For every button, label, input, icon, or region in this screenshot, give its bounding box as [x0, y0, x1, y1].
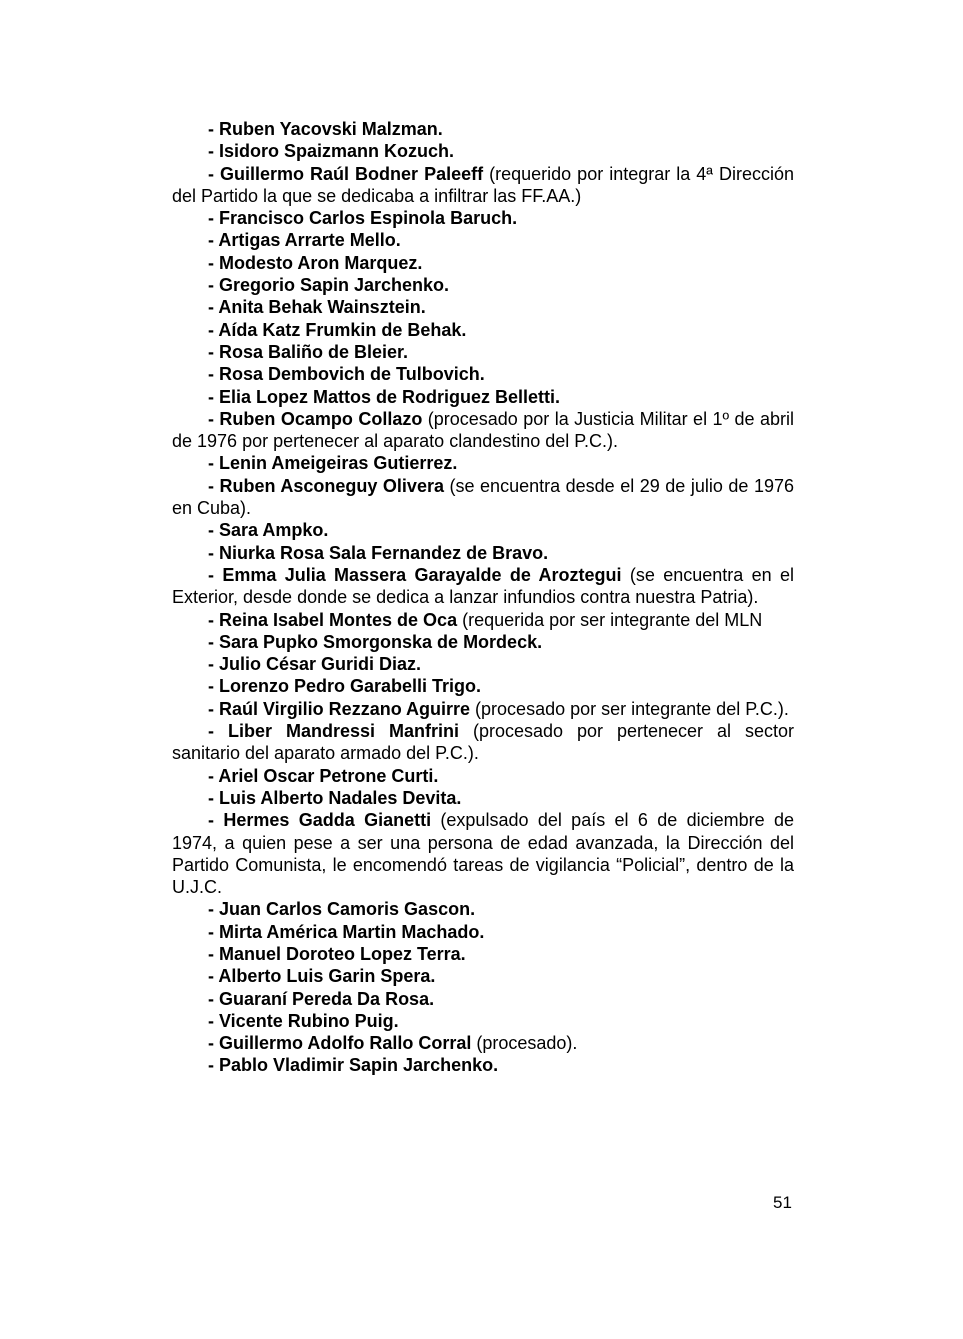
page-number: 51: [773, 1193, 792, 1212]
person-name: - Julio César Guridi Diaz.: [208, 654, 422, 675]
list-item: [172, 296, 794, 318]
list-item: [172, 609, 794, 631]
list-item: [172, 452, 794, 474]
person-name: - Guaraní Pereda Da Rosa.: [208, 988, 435, 1009]
name-list: [172, 118, 794, 1077]
list-item: [172, 542, 794, 564]
list-item: [172, 787, 794, 809]
list-item: [172, 519, 794, 541]
list-item: [172, 943, 794, 965]
person-name: - Alberto Luis Garin Spera.: [208, 966, 436, 987]
person-name: - Raúl Virgilio Rezzano Aguirre: [208, 698, 471, 719]
list-item: [172, 675, 794, 697]
person-name: - Liber Mandressi Manfrini: [208, 721, 459, 742]
list-item: [172, 363, 794, 385]
person-name: - Sara Pupko Smorgonska de Mordeck.: [208, 631, 543, 652]
person-name: - Gregorio Sapin Jarchenko.: [208, 275, 450, 296]
list-item: [172, 898, 794, 920]
person-name: - Guillermo Adolfo Rallo Corral: [208, 1033, 472, 1054]
person-name: - Hermes Gadda Gianetti: [208, 810, 432, 831]
person-name: - Isidoro Spaizmann Kozuch.: [208, 141, 455, 162]
person-name: - Mirta América Martin Machado.: [208, 921, 485, 942]
list-item: [172, 1010, 794, 1032]
person-name: - Juan Carlos Camoris Gascon.: [208, 899, 476, 920]
list-item: [172, 564, 794, 609]
list-item: [172, 207, 794, 229]
list-item: [172, 274, 794, 296]
list-item: [172, 140, 794, 162]
person-note: (procesado).: [471, 1033, 578, 1054]
person-name: - Manuel Doroteo Lopez Terra.: [208, 943, 466, 964]
list-item: [172, 163, 794, 208]
list-item: [172, 252, 794, 274]
person-name: - Emma Julia Massera Garayalde de Aroztegui: [208, 564, 622, 585]
person-name: - Ruben Ocampo Collazo: [208, 408, 423, 429]
person-name: - Vicente Rubino Puig.: [208, 1010, 399, 1031]
person-name: - Pablo Vladimir Sapin Jarchenko.: [208, 1055, 499, 1076]
person-name: - Francisco Carlos Espinola Baruch.: [208, 208, 518, 229]
person-name: - Anita Behak Wainsztein.: [208, 297, 426, 318]
list-item: [172, 631, 794, 653]
person-name: - Rosa Baliño de Bleier.: [208, 341, 409, 362]
list-item: [172, 118, 794, 140]
list-item: [172, 965, 794, 987]
list-item: [172, 319, 794, 341]
person-name: - Lenin Ameigeiras Gutierrez.: [208, 453, 458, 474]
person-name: - Guillermo Raúl Bodner Paleeff: [208, 163, 484, 184]
list-item: [172, 1054, 794, 1076]
list-item: [172, 386, 794, 408]
person-name: - Modesto Aron Marquez.: [208, 252, 423, 273]
list-item: [172, 921, 794, 943]
person-name: - Lorenzo Pedro Garabelli Trigo.: [208, 676, 482, 697]
list-item: [172, 988, 794, 1010]
person-name: - Aída Katz Frumkin de Behak.: [208, 319, 467, 340]
person-note: (se encuentra en el Exterior, desde donde se dedica a lanzar infundios contra nuestra Patria).: [172, 564, 794, 608]
person-note: (procesado por ser integrante del P.C.).: [470, 698, 789, 719]
person-name: - Reina Isabel Montes de Oca: [208, 609, 458, 630]
list-item: [172, 1032, 794, 1054]
person-name: - Rosa Dembovich de Tulbovich.: [208, 364, 485, 385]
person-name: - Elia Lopez Mattos de Rodriguez Belletti.: [208, 386, 561, 407]
person-note: (se encuentra desde el 29 de julio de 1976 en Cuba).: [172, 475, 794, 519]
list-item: [172, 809, 794, 898]
list-item: [172, 765, 794, 787]
person-note: (procesado por pertenecer al sector sanitario del aparato armado del P.C.).: [172, 721, 794, 764]
list-item: [172, 408, 794, 453]
list-item: [172, 341, 794, 363]
list-item: [172, 653, 794, 675]
person-name: - Artigas Arrarte Mello.: [208, 230, 401, 251]
person-name: - Luis Alberto Nadales Devita.: [208, 787, 462, 808]
person-name: - Ariel Oscar Petrone Curti.: [208, 765, 439, 786]
person-note: (requerido por integrar la 4ª Dirección del Partido la que se dedicaba a infiltrar las FF.AA.): [172, 163, 794, 206]
person-note: (procesado por la Justicia Militar el 1º de abril de 1976 por pertenecer al aparato clandestino del P.C.).: [172, 408, 794, 452]
person-note: (requerida por ser integrante del MLN: [457, 609, 763, 630]
person-name: - Sara Ampko.: [208, 520, 329, 541]
person-name: - Niurka Rosa Sala Fernandez de Bravo.: [208, 542, 549, 563]
list-item: [172, 229, 794, 251]
list-item: [172, 720, 794, 765]
person-note: (expulsado del país el 6 de diciembre de 1974, a quien pese a ser una persona de edad avanzada, la Dirección del Partido Comunista, le encomendó tareas de vigilancia “Policial”, dentro de la U.J.C.: [172, 810, 794, 898]
person-name: - Ruben Yacovski Malzman.: [208, 119, 443, 139]
list-item: [172, 698, 794, 720]
person-name: - Ruben Asconeguy Olivera: [208, 475, 444, 496]
list-item: [172, 475, 794, 520]
